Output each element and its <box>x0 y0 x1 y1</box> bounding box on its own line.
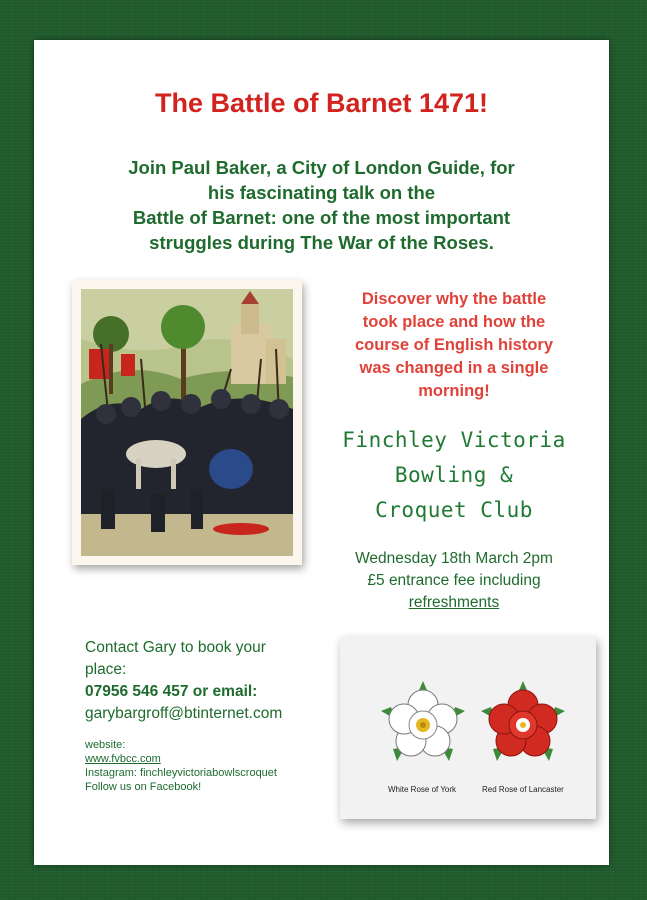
discover-line-2: took place and how the <box>362 313 546 331</box>
event-poster <box>34 40 609 865</box>
instagram-line: Instagram: finchleyvictoriabowlscroquet <box>85 767 277 779</box>
intro-line-3: Battle of Barnet: one of the most important <box>132 207 511 228</box>
website-label: website: <box>85 739 126 751</box>
discover-line-5: morning! <box>418 382 490 400</box>
red-rose-icon <box>481 681 565 761</box>
club-line-3: Croquet Club <box>375 498 533 522</box>
phone-line: 07956 546 457 or email: <box>85 683 258 700</box>
discover-text <box>329 288 579 403</box>
website-link[interactable]: www.fvbcc.com <box>85 753 161 765</box>
intro-line-2: his fascinating talk on the <box>207 182 436 203</box>
discover-line-4: was changed in a single <box>359 359 549 377</box>
intro-line-4: struggles during The War of the Roses. <box>149 232 494 253</box>
email-address: garybargroff@btinternet.com <box>85 705 283 722</box>
poster-title: The Battle of Barnet 1471! <box>154 88 489 118</box>
contact-info <box>85 637 345 725</box>
event-fee: £5 entrance fee including <box>367 572 541 589</box>
battle-illustration <box>72 280 302 565</box>
website-line <box>85 738 345 766</box>
discover-line-1: Discover why the battle <box>361 290 547 308</box>
lancaster-caption: Red Rose of Lancaster <box>482 785 564 794</box>
club-line-2: Bowling & <box>394 463 514 487</box>
contact-line-1: Contact Gary to book your <box>85 639 266 656</box>
intro-line-1: Join Paul Baker, a City of London Guide, for <box>128 157 515 178</box>
event-date: Wednesday 18th March 2pm <box>355 550 553 567</box>
intro-text <box>74 155 569 255</box>
club-line-1: Finchley Victoria <box>342 428 566 452</box>
contact-line-2: place: <box>85 661 127 678</box>
roses-illustration <box>340 637 596 819</box>
club-name <box>314 423 594 528</box>
battle-painting <box>81 289 293 556</box>
facebook-line: Follow us on Facebook! <box>85 781 202 793</box>
refreshments-text: refreshments <box>408 594 500 611</box>
york-caption: White Rose of York <box>388 785 457 794</box>
white-rose-icon <box>381 681 465 761</box>
discover-line-3: course of English history <box>354 336 554 354</box>
social-info <box>85 738 345 794</box>
event-details <box>324 548 584 614</box>
